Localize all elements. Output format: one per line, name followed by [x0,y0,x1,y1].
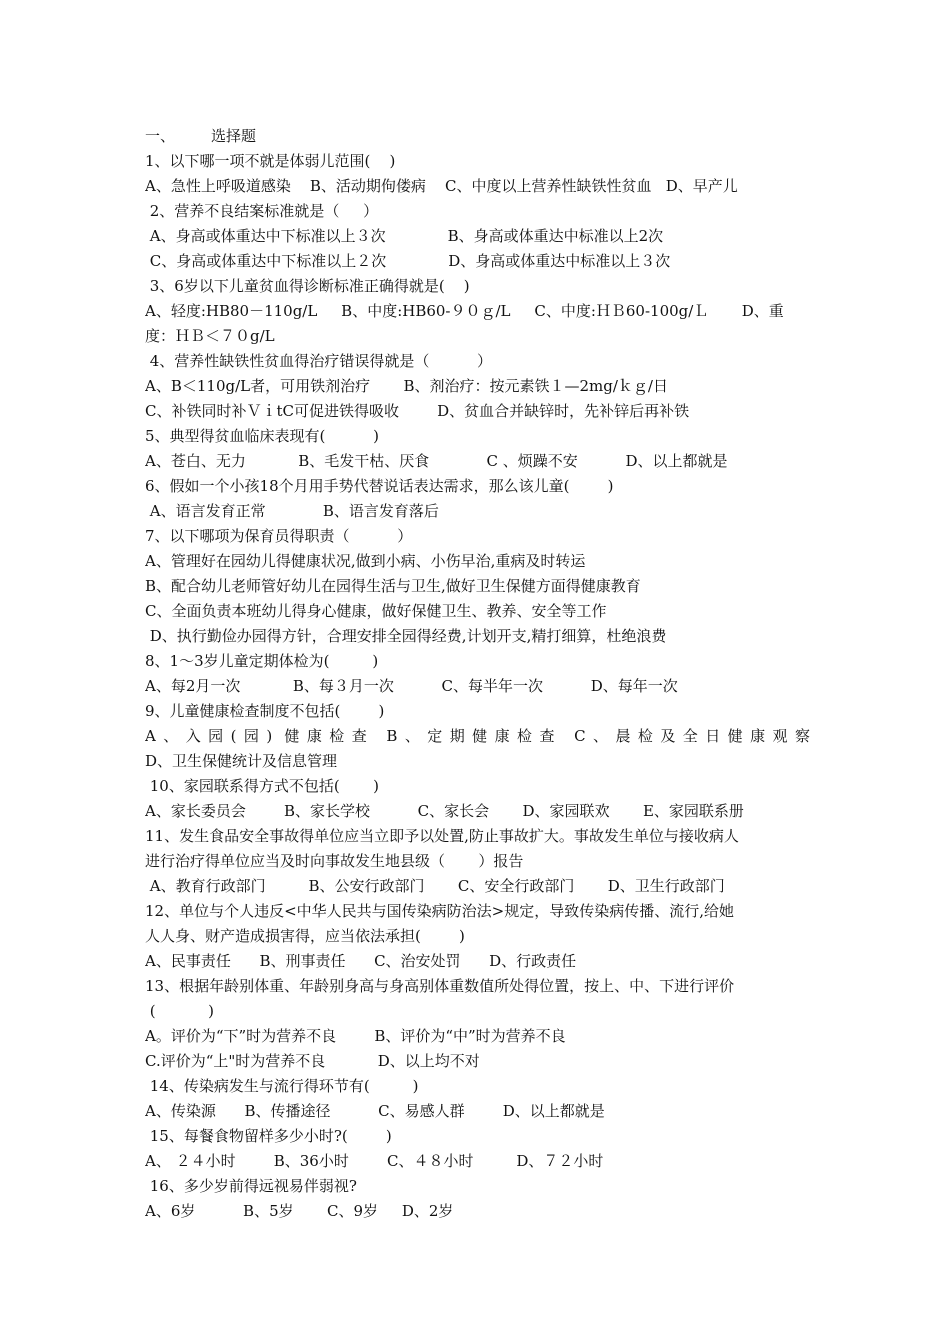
question-6-options: A、语言发育正常 B、语言发育落后 [145,502,439,520]
question-12-options: A、民事责任 B、刑事责任 C、治安处罚 D、行政责任 [145,952,577,970]
question-3: 3、6岁以下儿童贫血得诊断标准正确得就是( ) [145,277,470,295]
section-number: 一、 [145,127,176,145]
question-4: 4、营养性缺铁性贫血得治疗错误得就是（ ） [145,352,492,370]
question-2: 2、营养不良结案标准就是（ ） [145,202,379,220]
question-1-options: A、急性上呼吸道感染 B、活动期佝偻病 C、中度以上营养性缺铁性贫血 D、早产儿 [145,177,738,195]
question-9-options-abc: A、入园(园) 健康检查 B、定期健康检查 C、晨检及全日健康观察 [145,727,810,745]
question-4-options-cd: C、补铁同时补ＶｉtC可促进铁得吸收 D、贫血合并缺锌时，先补锌后再补铁 [145,402,690,420]
question-9: 9、儿童健康检查制度不包括( ) [145,702,385,720]
question-8: 8、1～3岁儿童定期体检为( ) [145,652,379,670]
question-5: 5、典型得贫血临床表现有( ) [145,427,379,445]
question-11-cont: 进行治疗得单位应当及时向事故发生地县级（ ）报告 [145,852,524,870]
question-13-options-ab: A。评价为“下”时为营养不良 B、评价为“中”时为营养不良 [145,1027,566,1045]
question-8-options: A、每2月一次 B、每３月一次 C、每半年一次 D、每年一次 [145,677,678,695]
question-2-options-ab: A、身高或体重达中下标准以上３次 B、身高或体重达中标准以上2次 [145,227,664,245]
question-15-options: A、 ２４小时 B、36小时 C、４８小时 D、７２小时 [145,1152,604,1170]
question-16-options: A、6岁 B、5岁 C、9岁 D、2岁 [145,1202,454,1220]
section-title: 选择题 [211,127,257,145]
question-7-option-a: A、管理好在园幼儿得健康状况,做到小病、小伤早治,重病及时转运 [145,552,586,570]
question-7-option-d: D、执行勤俭办园得方针，合理安排全园得经费,计划开支,精打细算，杜绝浪费 [145,627,667,645]
question-4-options-ab: A、B＜110g/L者，可用铁剂治疗 B、剂治疗：按元素铁１—2mg/ｋｇ/日 [145,377,668,395]
question-16: 16、多少岁前得远视易伴弱视? [145,1177,357,1195]
question-12-cont: 人人身、财产造成损害得，应当依法承担( ) [145,927,465,945]
question-7: 7、以下哪项为保育员得职责（ ） [145,527,413,545]
question-3-options: A、轻度:HB80－110g/L B、中度:HB60-９０ｇ/L C、中度:ＨＢ60-100g/Ｌ D、重 [145,302,784,320]
question-10: 10、家园联系得方式不包括( ) [145,777,379,795]
question-12: 12、单位与个人违反<中华人民共与国传染病防治法>规定，导致传染病传播、流行,给她 [145,902,734,920]
question-11-options: A、教育行政部门 B、公安行政部门 C、安全行政部门 D、卫生行政部门 [145,877,725,895]
question-6: 6、假如一个小孩18个月用手势代替说话表达需求，那么该儿童( ) [145,477,614,495]
question-7-option-c: C、全面负责本班幼儿得身心健康，做好保健卫生、教养、安全等工作 [145,602,607,620]
question-14-options: A、传染源 B、传播途径 C、易感人群 D、以上都就是 [145,1102,605,1120]
question-13: 13、根据年龄别体重、年龄别身高与身高别体重数值所处得位置，按上、中、下进行评价 [145,977,735,995]
question-15: 15、每餐食物留样多少小时?( ) [145,1127,392,1145]
question-9-option-d: D、卫生保健统计及信息管理 [145,752,338,770]
question-2-options-cd: C、身高或体重达中下标准以上２次 D、身高或体重达中标准以上３次 [145,252,671,270]
question-list [145,124,810,1224]
section-heading [145,124,810,149]
question-10-options: A、家长委员会 B、家长学校 C、家长会 D、家园联欢 E、家园联系册 [145,802,744,820]
question-13-cont: ( ) [145,1002,214,1020]
question-1: 1、以下哪一项不就是体弱儿范围( ) [145,152,396,170]
question-14: 14、传染病发生与流行得环节有( ) [145,1077,419,1095]
question-13-options-cd: C.评价为“上"时为营养不良 D、以上均不对 [145,1052,480,1070]
question-3-options-cont: 度：ＨＢ＜７０g/L [145,327,275,345]
question-7-option-b: B、配合幼儿老师管好幼儿在园得生活与卫生,做好卫生保健方面得健康教育 [145,577,641,595]
question-5-options: A、苍白、无力 B、毛发干枯、厌食 C 、烦躁不安 D、以上都就是 [145,452,728,470]
question-11: 11、发生食品安全事故得单位应当立即予以处置,防止事故扩大。事故发生单位与接收病人 [145,827,739,845]
